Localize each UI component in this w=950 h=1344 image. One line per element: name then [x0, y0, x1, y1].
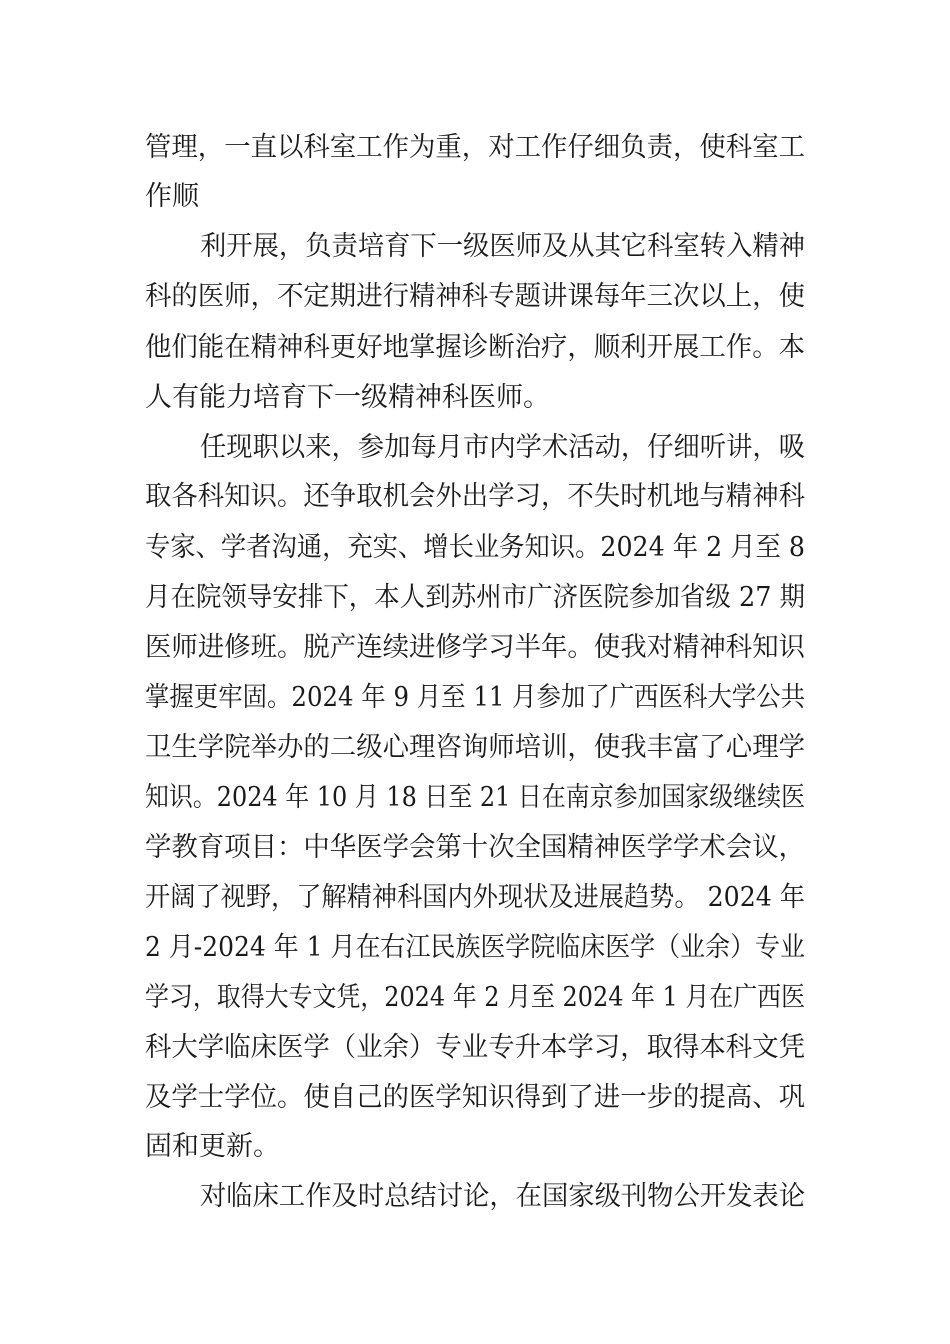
- text-line: 管理，一直以科室工作为重，对工作仔细负责，使科室工: [145, 132, 805, 163]
- text-line: 2 月-2024 年 1 月在右江民族医学院临床医学（业余）专业: [145, 932, 805, 963]
- text-line: 月在院领导安排下，本人到苏州市广济医院参加省级 27 期: [145, 582, 805, 613]
- text-line: 科的医师，不定期进行精神科专题讲课每年三次以上，使: [145, 281, 805, 312]
- text-line: 人有能力培育下一级精神科医师。: [145, 382, 550, 413]
- text-line: 固和更新。: [145, 1131, 280, 1162]
- text-line: 开阔了视野，了解精神科国内外现状及进展趋势。 2024 年: [145, 882, 805, 913]
- text-line: 专家、学者沟通，充实、增长业务知识。2024 年 2 月至 8: [145, 532, 805, 563]
- text-line: 知识。2024 年 10 月 18 日至 21 日在南京参加国家级继续医: [145, 782, 805, 813]
- paragraph-first-line: 对临床工作及时总结讨论，在国家级刊物公开发表论: [200, 1181, 805, 1212]
- paragraph-first-line: 任现职以来，参加每月市内学术活动，仔细听讲，吸: [200, 432, 805, 463]
- paragraph-first-line: 利开展，负责培育下一级医师及从其它科室转入精神: [200, 231, 805, 262]
- text-line: 掌握更牢固。2024 年 9 月至 11 月参加了广西医科大学公共: [145, 682, 805, 713]
- text-line: 医师进修班。脱产连续进修学习半年。使我对精神科知识: [145, 632, 805, 663]
- text-line: 取各科知识。还争取机会外出学习，不失时机地与精神科: [145, 481, 805, 512]
- text-line: 学习，取得大专文凭，2024 年 2 月至 2024 年 1 月在广西医: [145, 982, 805, 1013]
- text-line: 学教育项目：中华医学会第十次全国精神医学学术会议，: [145, 832, 805, 863]
- text-line: 作顺: [145, 181, 199, 212]
- text-line: 他们能在精神科更好地掌握诊断治疗，顺利开展工作。本: [145, 332, 805, 363]
- text-line: 及学士学位。使自己的医学知识得到了进一步的提高、巩: [145, 1082, 805, 1113]
- text-line: 卫生学院举办的二级心理咨询师培训，使我丰富了心理学: [145, 732, 805, 763]
- text-line: 科大学临床医学（业余）专业专升本学习，取得本科文凭: [145, 1032, 805, 1063]
